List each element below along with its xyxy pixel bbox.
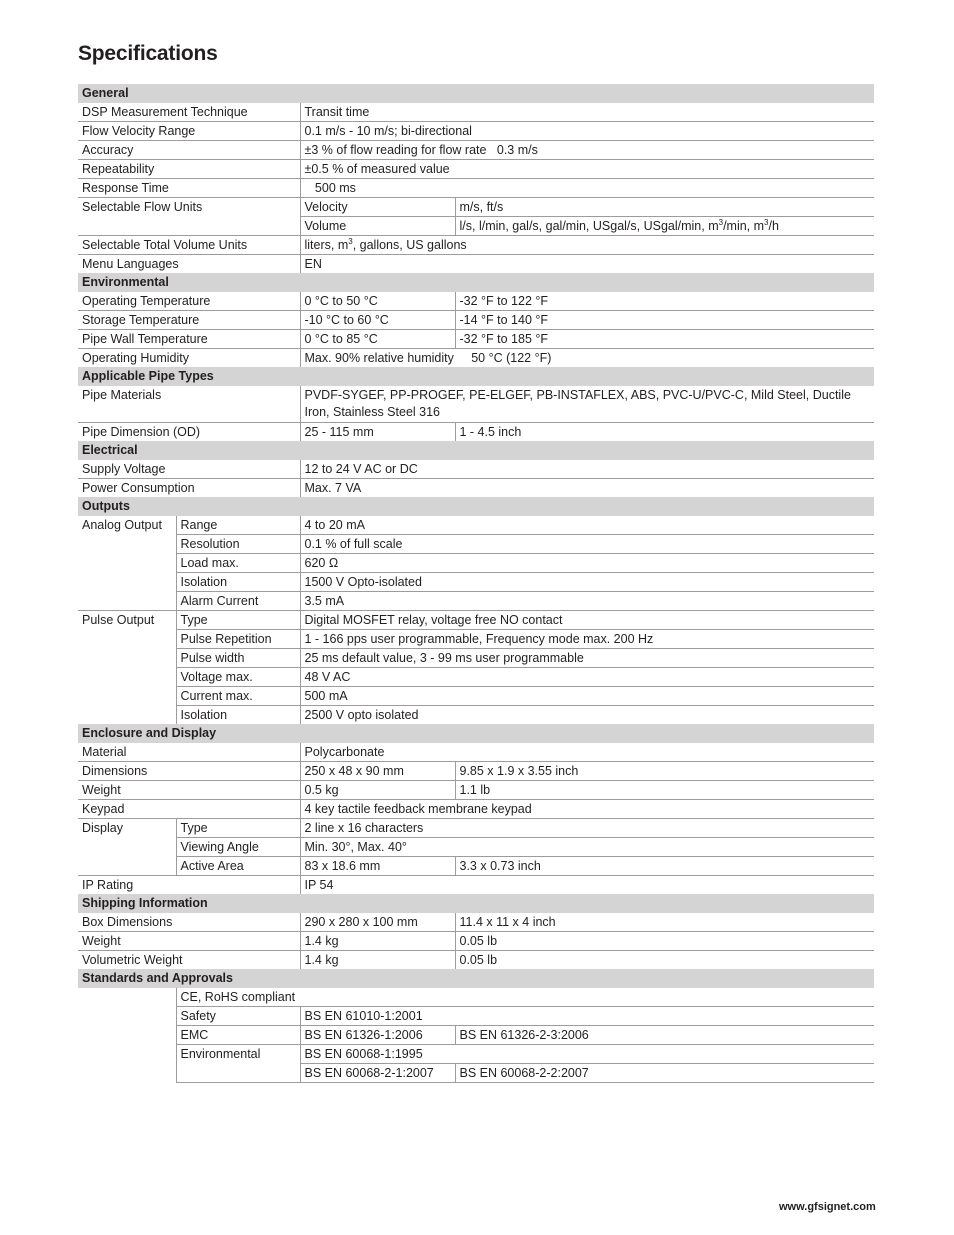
spec-value: Polycarbonate [300, 743, 874, 762]
spec-row [78, 255, 874, 274]
spec-label: Volumetric Weight [82, 953, 183, 967]
spec-label: IP Rating [82, 878, 134, 892]
spec-label-blank [78, 988, 176, 1083]
spec-value: 250 x 48 x 90 mm [300, 762, 455, 781]
spec-value: 4 key tactile feedback membrane keypad [300, 800, 874, 819]
spec-sublabel: Environmental [176, 1045, 300, 1083]
superscript: 3 [348, 236, 353, 246]
section-title: Enclosure and Display [78, 724, 874, 743]
spec-row [78, 951, 874, 970]
section-header-outputs [78, 497, 874, 516]
value-text: , gallons, US gallons [352, 238, 467, 252]
spec-row [78, 236, 874, 255]
spec-value: 11.4 x 11 x 4 inch [455, 913, 874, 932]
spec-sublabel: Volume [300, 217, 455, 236]
spec-value: 0 °C to 50 °C [300, 292, 455, 311]
spec-label: Keypad [78, 800, 300, 819]
spec-sublabel: Type [176, 611, 300, 630]
spec-value: 500 mA [300, 687, 874, 706]
value-text: liters, m [304, 238, 349, 252]
spec-label: Weight [78, 781, 300, 800]
spec-value: BS EN 60068-2-1:2007 [300, 1064, 455, 1083]
spec-label: Weight [78, 932, 300, 951]
section-header-environmental [78, 273, 874, 292]
spec-value: BS EN 60068-2-2:2007 [455, 1064, 874, 1083]
spec-value: 1 - 4.5 inch [455, 423, 874, 442]
spec-value: 4 to 20 mA [300, 516, 874, 535]
spec-value: PVDF-SYGEF, PP-PROGEF, PE-ELGEF, PB-INSTAFLEX, ABS, PVC-U/PVC-C, Mild Steel, Ductile Iron, Stainless Steel 316 [300, 386, 874, 423]
spec-row [78, 876, 874, 895]
spec-value: 25 - 115 mm [300, 423, 455, 442]
spec-row [78, 386, 874, 423]
spec-value: 0.5 kg [300, 781, 455, 800]
spec-label: Material [78, 743, 300, 762]
spec-label: Menu Languages [82, 257, 179, 271]
spec-row [78, 762, 874, 781]
spec-row [78, 479, 874, 498]
spec-sublabel: Type [176, 819, 300, 838]
spec-row [78, 554, 874, 573]
spec-value: 3.3 x 0.73 inch [455, 857, 874, 876]
spec-value: CE, RoHS compliant [176, 988, 874, 1007]
spec-row [78, 649, 874, 668]
spec-sublabel: Range [176, 516, 300, 535]
spec-value: -32 °F to 185 °F [455, 330, 874, 349]
spec-row [78, 592, 874, 611]
spec-value: 1.4 kg [300, 932, 455, 951]
spec-row [78, 781, 874, 800]
spec-value: 3.5 mA [300, 592, 874, 611]
spec-row [78, 573, 874, 592]
spec-row [78, 611, 874, 630]
spec-sublabel: Viewing Angle [176, 838, 300, 857]
spec-value: 0.05 lb [455, 932, 874, 951]
specifications-table [78, 84, 874, 1083]
spec-label: Pipe Materials [78, 386, 300, 423]
spec-row [78, 857, 874, 876]
spec-row [78, 198, 874, 217]
spec-row [78, 668, 874, 687]
spec-row [78, 122, 874, 141]
spec-row [78, 800, 874, 819]
spec-row [78, 819, 874, 838]
section-header-standards [78, 969, 874, 988]
footer-url[interactable]: www.gfsignet.com [779, 1201, 876, 1213]
spec-value: 9.85 x 1.9 x 3.55 inch [455, 762, 874, 781]
spec-label: Operating Temperature [78, 292, 300, 311]
spec-value: -14 °F to 140 °F [455, 311, 874, 330]
section-title: Applicable Pipe Types [78, 367, 874, 386]
spec-value: BS EN 61326-2-3:2006 [455, 1026, 874, 1045]
spec-value: BS EN 61010-1:2001 [300, 1007, 874, 1026]
spec-value [300, 236, 874, 255]
spec-row [78, 838, 874, 857]
spec-row [78, 1007, 874, 1026]
spec-value: 620 Ω [300, 554, 874, 573]
spec-value: 1.4 kg [300, 951, 455, 970]
spec-value [455, 217, 874, 236]
spec-row [78, 687, 874, 706]
section-title: Standards and Approvals [78, 969, 874, 988]
section-header-electrical [78, 441, 874, 460]
spec-label: Selectable Total Volume Units [78, 236, 300, 255]
spec-value: IP 54 [300, 876, 874, 895]
superscript: 3 [764, 217, 769, 227]
section-header-pipe-types [78, 367, 874, 386]
section-header-enclosure [78, 724, 874, 743]
spec-value: 1500 V Opto-isolated [300, 573, 874, 592]
spec-row [78, 988, 874, 1007]
spec-value: Min. 30°, Max. 40° [300, 838, 874, 857]
spec-value: 2 line x 16 characters [300, 819, 874, 838]
spec-value: Transit time [300, 103, 874, 122]
spec-row [78, 103, 874, 122]
spec-label: Operating Humidity [82, 351, 189, 365]
spec-row [78, 349, 874, 368]
value-text: /h [768, 219, 779, 233]
spec-sublabel: Velocity [300, 198, 455, 217]
spec-value: ±0.5 % of measured value [300, 160, 874, 179]
spec-sublabel: Safety [176, 1007, 300, 1026]
spec-row [78, 217, 874, 236]
spec-value: -32 °F to 122 °F [455, 292, 874, 311]
spec-value: m/s, ft/s [455, 198, 874, 217]
spec-value: Max. 7 VA [300, 479, 874, 498]
section-header-general [78, 84, 874, 103]
spec-label: Response Time [78, 179, 300, 198]
spec-row [78, 423, 874, 442]
spec-label: Power Consumption [82, 481, 195, 495]
spec-label: Pipe Dimension (OD) [82, 425, 201, 439]
spec-sublabel: Voltage max. [176, 668, 300, 687]
spec-row [78, 516, 874, 535]
spec-value: 0.1 m/s - 10 m/s; bi-directional [300, 122, 874, 141]
spec-value: Max. 90% relative humidity 50 °C (122 °F) [300, 349, 874, 368]
page-title: Specifications [78, 42, 218, 65]
spec-row [78, 160, 874, 179]
spec-value: 0.05 lb [455, 951, 874, 970]
value-text: /min, m [723, 219, 765, 233]
spec-row [78, 311, 874, 330]
spec-label: Repeatability [78, 160, 300, 179]
superscript: 3 [718, 217, 724, 227]
spec-value: 0.1 % of full scale [300, 535, 874, 554]
spec-value: 290 x 280 x 100 mm [300, 913, 455, 932]
spec-row [78, 1026, 874, 1045]
spec-row [78, 141, 874, 160]
spec-value: BS EN 60068-1:1995 [300, 1045, 874, 1064]
spec-row [78, 1045, 874, 1064]
spec-value: 2500 V opto isolated [300, 706, 874, 725]
spec-label: Display [78, 819, 176, 876]
spec-row [78, 292, 874, 311]
spec-value: 0 °C to 85 °C [300, 330, 455, 349]
spec-value: 1.1 lb [455, 781, 874, 800]
spec-sublabel: Current max. [176, 687, 300, 706]
spec-label: Dimensions [78, 762, 300, 781]
spec-row [78, 179, 874, 198]
spec-label: Pipe Wall Temperature [78, 330, 300, 349]
spec-sublabel: Isolation [176, 706, 300, 725]
spec-sublabel: Pulse Repetition [176, 630, 300, 649]
section-header-shipping [78, 894, 874, 913]
spec-label: Analog Output [78, 516, 176, 611]
spec-sublabel: Resolution [176, 535, 300, 554]
section-title: Shipping Information [78, 894, 874, 913]
spec-value: 48 V AC [300, 668, 874, 687]
spec-label: Pulse Output [82, 613, 155, 627]
spec-value: BS EN 61326-1:2006 [300, 1026, 455, 1045]
spec-sublabel: EMC [176, 1026, 300, 1045]
spec-sublabel: Active Area [176, 857, 300, 876]
spec-sublabel: Alarm Current [176, 592, 300, 611]
spec-row [78, 706, 874, 725]
section-title: General [78, 84, 874, 103]
spec-row [78, 743, 874, 762]
spec-label: Flow Velocity Range [78, 122, 300, 141]
spec-value: -10 °C to 60 °C [300, 311, 455, 330]
spec-sublabel: Pulse width [176, 649, 300, 668]
spec-row [78, 630, 874, 649]
spec-sublabel: Load max. [176, 554, 300, 573]
spec-value: 500 ms [300, 179, 874, 198]
spec-row [78, 460, 874, 479]
spec-row [78, 330, 874, 349]
spec-label: Accuracy [78, 141, 300, 160]
spec-value: 12 to 24 V AC or DC [300, 460, 874, 479]
section-title: Outputs [78, 497, 874, 516]
spec-label: Supply Voltage [78, 460, 300, 479]
spec-row [78, 535, 874, 554]
spec-value: Digital MOSFET relay, voltage free NO contact [300, 611, 874, 630]
spec-value: EN [300, 255, 874, 274]
spec-label: Box Dimensions [78, 913, 300, 932]
spec-row [78, 913, 874, 932]
spec-row [78, 932, 874, 951]
spec-label: Selectable Flow Units [82, 200, 203, 214]
section-title: Electrical [78, 441, 874, 460]
spec-value: 25 ms default value, 3 - 99 ms user programmable [300, 649, 874, 668]
spec-sublabel: Isolation [176, 573, 300, 592]
section-title: Environmental [78, 273, 874, 292]
spec-value: 1 - 166 pps user programmable, Frequency mode max. 200 Hz [300, 630, 874, 649]
value-text: l/s, l/min, gal/s, gal/min, USgal/s, USgal/min, m [459, 219, 719, 233]
spec-label-blank [78, 217, 300, 236]
spec-label: DSP Measurement Technique [78, 103, 300, 122]
spec-label: Storage Temperature [78, 311, 300, 330]
spec-value: 83 x 18.6 mm [300, 857, 455, 876]
spec-value: ±3 % of flow reading for flow rate 0.3 m/s [300, 141, 874, 160]
